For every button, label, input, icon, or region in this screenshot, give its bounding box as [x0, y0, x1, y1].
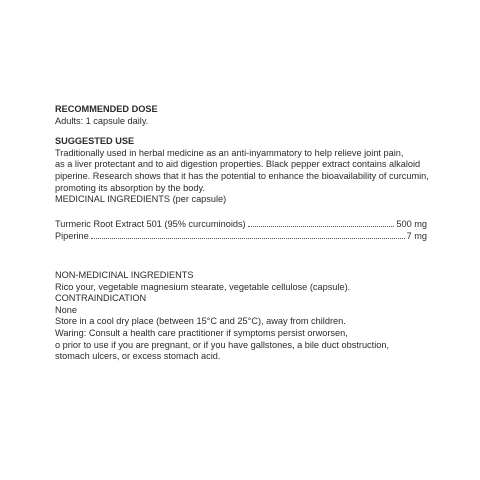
non-medicinal-ingredients-heading: NON-MEDICINAL INGREDIENTS — [55, 269, 194, 280]
ingredient-amount: 500 mg — [396, 218, 427, 229]
medicinal-ingredients-heading: MEDICINAL INGREDIENTS (per capsule) — [55, 194, 227, 205]
ingredient-name: Piperine — [55, 231, 89, 242]
suggested-use-heading: SUGGESTED USE — [55, 136, 135, 147]
supplement-label-text — [55, 104, 427, 363]
dot-leader — [91, 230, 405, 239]
ingredient-amount: 7 mg — [406, 231, 427, 242]
dot-leader — [248, 218, 395, 227]
warning-line: o prior to use if you are pregnant, or if you have gallstones, a bile duct obstruction, — [55, 339, 390, 350]
ingredient-name: Turmeric Root Extract 501 (95% curcuminoids) — [55, 218, 246, 229]
non-medicinal-ingredients-section — [55, 270, 427, 293]
warning-line: Waring: Consult a health care practitioner if symptoms persist orworsen, — [55, 327, 348, 338]
non-medicinal-ingredients-text: Rico your, vegetable magnesium stearate, vegetable cellulose (capsule). — [55, 281, 351, 292]
warning-line: stomach ulcers, or excess stomach acid. — [55, 351, 221, 362]
contraindication-heading: CONTRAINDICATION — [55, 293, 147, 304]
storage-text: Store in a cool dry place (between 15°C and 25°C), away from children. — [55, 316, 346, 327]
recommended-dose-heading: RECOMMENDED DOSE — [55, 104, 158, 114]
suggested-use-line: Traditionally used in herbal medicine as an anti-inyammatory to help relieve joint pain, — [55, 147, 404, 158]
recommended-dose-section — [55, 104, 427, 127]
contraindication-section — [55, 293, 427, 316]
recommended-dose-text: Adults: 1 capsule daily. — [55, 115, 149, 126]
suggested-use-line: promoting its absorption by the body. — [55, 182, 205, 193]
suggested-use-line: as a liver protectant and to aid digestion properties. Black pepper extract contains alkaloid — [55, 159, 421, 170]
contraindication-text: None — [55, 304, 77, 315]
suggested-use-section — [55, 136, 427, 194]
ingredient-row — [55, 218, 427, 231]
warning-section — [55, 328, 427, 363]
medicinal-ingredients-section — [55, 194, 427, 243]
ingredient-row — [55, 230, 427, 243]
suggested-use-line: piperine. Research shows that it has the potential to enhance the bioavailability of curcumin, — [55, 170, 429, 181]
